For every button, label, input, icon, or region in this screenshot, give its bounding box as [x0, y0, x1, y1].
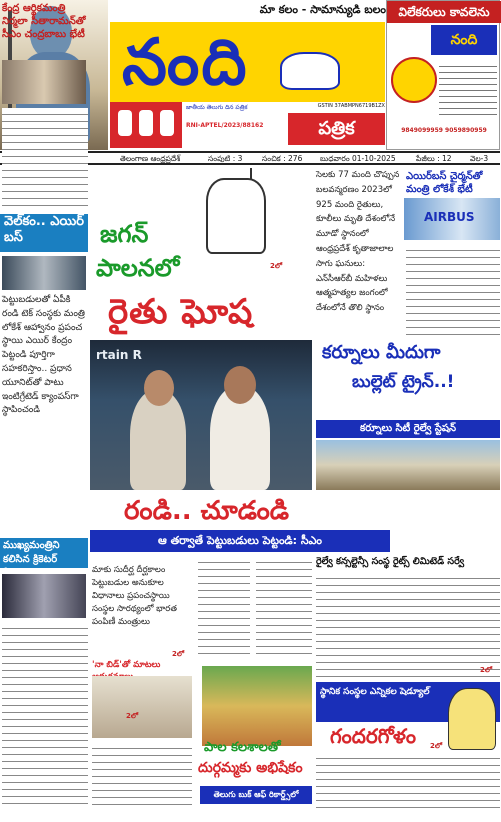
- face-right: [224, 366, 256, 404]
- records-caption: తెలుగు బుక్ ఆఫ్ రికార్డ్స్‌లో నమోదు: [200, 786, 312, 804]
- raised-fists-logo: [110, 102, 182, 148]
- cartoon-figure: [448, 688, 496, 750]
- illustration-title: రైతు ఘోష: [108, 292, 254, 332]
- station-caption: కర్నూలు సిటీ రైల్వే స్టేషన్: [316, 420, 500, 438]
- pala-headline-1: పాల కలశాలతో: [204, 740, 281, 755]
- left-headline-2: ముఖ్యమంత్రిని కలిసిన క్రికెటర్: [0, 538, 88, 568]
- main-subheadline: ఆ తర్వాతే పెట్టుబడులు పెట్టండి: సీఎం: [90, 530, 390, 552]
- survey-headline: రైల్వే కన్సల్టెన్సీ సంస్థ రైట్స్ లిమిటెడ్ సర్వే: [316, 556, 465, 567]
- illustration-line-2: పాలనలో: [96, 254, 180, 282]
- farmer-figure: [206, 178, 266, 254]
- airbus-sign: AIRBUS: [424, 210, 475, 224]
- left-headline-1: కేంద్ర ఆర్థికమంత్రి నిర్మలా సీతారామన్‌తో సీఎం చంద్రబాబు భేటీ: [2, 3, 86, 40]
- masthead-tagline: మా కలం - సామాన్యుడి బలం: [259, 3, 386, 16]
- issue-label: సంచిక : 276: [262, 154, 303, 163]
- date-label: బుధవారం 01-10-2025: [320, 154, 396, 163]
- masthead-subtitle: జాతీయ తెలుగు దిన పత్రిక: [186, 104, 248, 111]
- ad-badge-icon: [391, 57, 437, 103]
- masthead: [110, 0, 385, 150]
- welcome-airbus-headline: వెల్‌కం.. ఎయిర్ బస్: [0, 214, 88, 252]
- station-photo: [316, 440, 500, 490]
- bull-icon: [280, 52, 340, 90]
- page-ref-marker: 2లో: [172, 650, 185, 658]
- local-election-banner: స్థానిక సంస్థల ఎన్నికల షెడ్యూల్: [316, 682, 500, 722]
- article-column: [256, 556, 312, 656]
- politician-photo: [92, 676, 192, 738]
- masthead-logo: నంది: [122, 26, 249, 100]
- masthead-gstin: GSTIN 37ABMPN6719B1ZX: [317, 103, 385, 109]
- backdrop-text: rtain R: [96, 348, 142, 362]
- main-article-subpoints: మాకు సుదీర్ఘ దీర్ఘకాలం పెట్టుబడుల అనుకూల విధానాలు ప్రపంచస్థాయి సంస్థల సారథ్యంలో భారత పంపిణీ మంత్రులు: [92, 565, 177, 627]
- fist-icon: [118, 110, 132, 136]
- main-headline: రండి.. చూడండి: [124, 496, 290, 526]
- masthead-patrika: పత్రిక: [288, 113, 385, 145]
- pala-headline-2: దుర్గమ్మకు అభిషేకం: [198, 760, 303, 776]
- crowd-photo: [202, 666, 312, 746]
- left-article-text: [2, 108, 88, 208]
- cricketer-photo: [2, 574, 86, 618]
- bullet-train-headline-1: కర్నూలు మీదుగా: [322, 342, 441, 363]
- ad-text-lines: [439, 61, 497, 115]
- volume-label: సంపుటి : 3: [208, 154, 243, 163]
- right-article-text: [406, 244, 500, 336]
- pages-label: పేజీలు : 12: [416, 154, 452, 163]
- article-column: [198, 556, 250, 656]
- meeting-photo: [2, 60, 86, 104]
- leaders-photo: [90, 340, 312, 490]
- price-label: వెల-3: [470, 154, 489, 163]
- promise-headline: 'నా బిడ్'తో మాటలు: [92, 660, 161, 670]
- ad-logo: నంది: [431, 25, 497, 55]
- survey-article-text: [316, 572, 500, 678]
- illustration-line-1: జగన్: [100, 220, 149, 248]
- fist-icon: [160, 110, 174, 136]
- states-label: తెలంగాణ ఆంధ్రప్రదేశ్: [120, 154, 181, 163]
- left-article-body: పెట్టుబడులతో ఏపీకి రండి టెక్ సంస్థకు మంత్రి లోకేశ్ ఆహ్వానం ప్రపంచ స్థాయి ఎయిర్ కేంద్రం పెట్టండి పూర్తిగా సహకరిస్తాం.. ప్రధాన యూనిట్‌తో పాటు ఇంటిగ్రేటెడ్ క్యాంపస్‌గా స్థాపించండి: [2, 295, 85, 416]
- left-article-text-2: [2, 622, 88, 806]
- gandaragolam-headline: గందరగోళం: [330, 724, 416, 748]
- ad-contact: 9849099959 9059890959: [401, 127, 487, 134]
- ad-headline: విలేకరులు కావలెను: [387, 1, 501, 23]
- fist-icon: [139, 110, 153, 136]
- farmer-distress-illustration: [90, 168, 312, 336]
- recruitment-ad: [386, 0, 500, 150]
- bottom-article-text: [92, 742, 192, 806]
- page-ref-marker: 2లో: [126, 712, 139, 720]
- page-ref-marker: 2లో: [430, 742, 443, 750]
- center-article-text: సెలకు 77 మంది చొప్పున బలవన్మరణం 2023లో 925 మంది రైతులు, కూలీలు మృతి దేశంలోనే మూడో స్థానంలో ఆంధ్రప్రదేశ్ కృతాజాలాల సాగు ఘనులు: ఎన్‌సీఆర్‌బీ మహిళలు ఆత్మహత్యల జంగంలో దేశంలోనే తొలి స్థానం: [316, 170, 400, 314]
- bullet-train-headline-2: బుల్లెట్ ట్రైన్..!: [352, 372, 455, 392]
- right-headline: ఎయిర్‌బస్ చైర్మన్‌తో మంత్రి లోకేశ్ భేటీ: [406, 171, 483, 195]
- airbus-meeting-photo: [2, 256, 86, 290]
- page-ref-marker: 2లో: [270, 262, 283, 270]
- face-left: [144, 370, 174, 406]
- masthead-rni: RNI-APTEL/2023/88162: [186, 122, 264, 129]
- election-article-text: [316, 752, 500, 808]
- page-ref-marker: 2లో: [480, 666, 493, 674]
